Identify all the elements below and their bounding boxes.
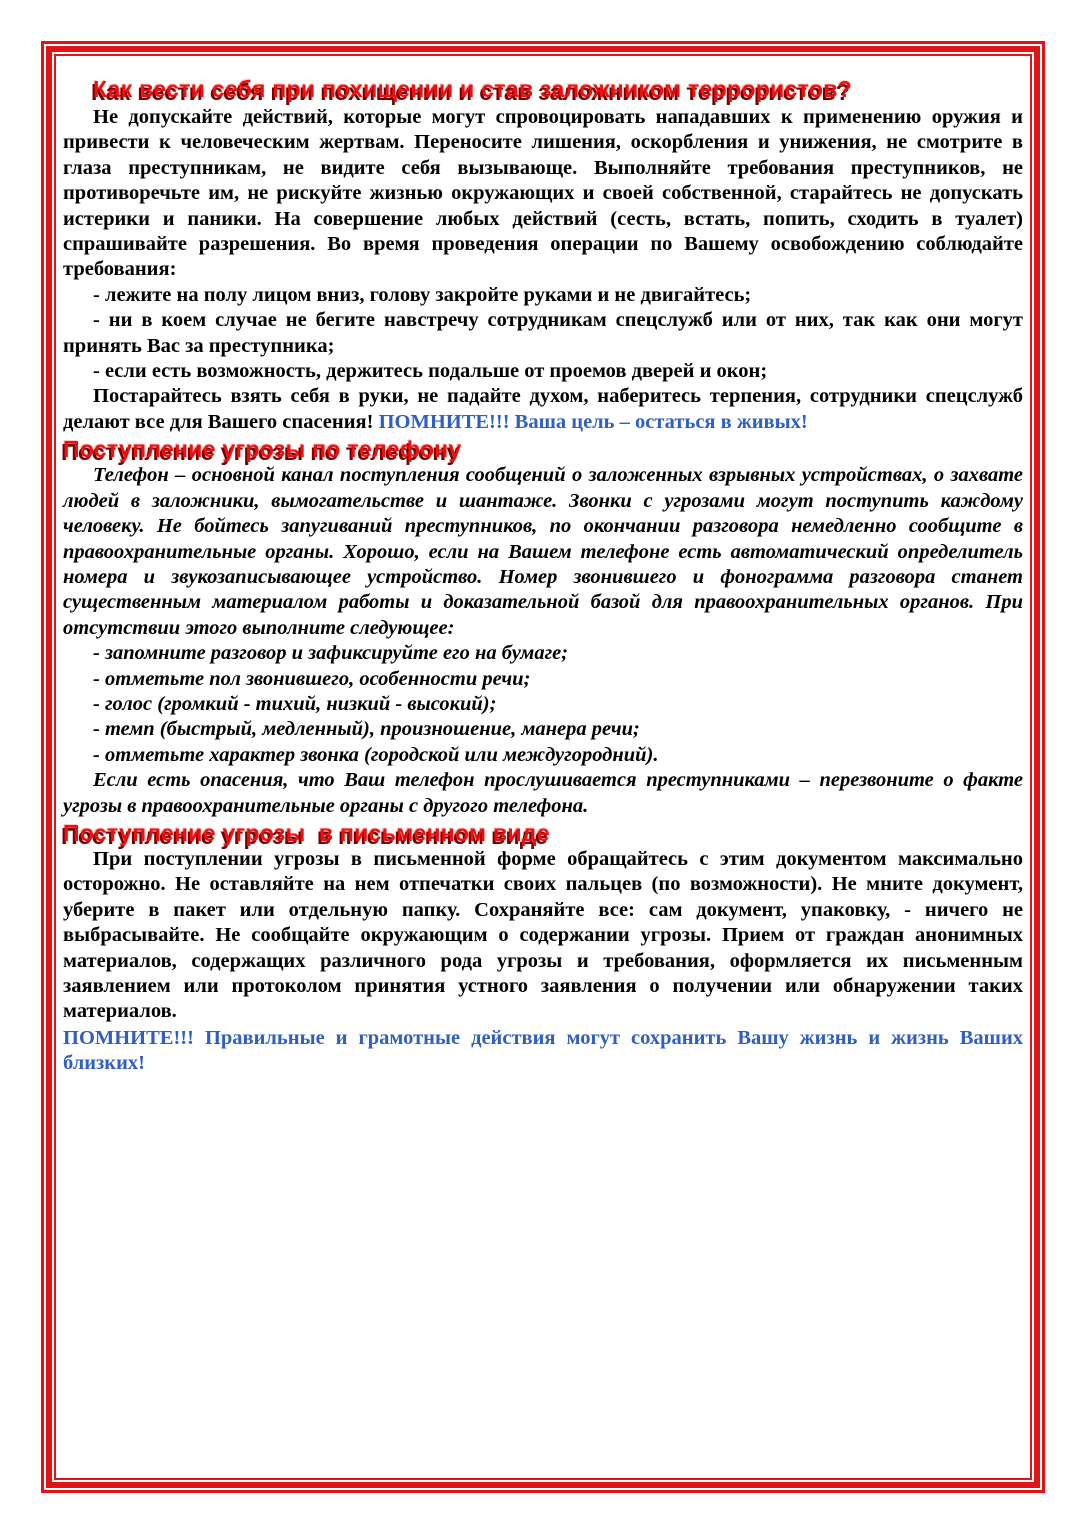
document-body	[54, 54, 1032, 1480]
list-item: - если есть возможность, держитесь подальше от проемов дверей и окон;	[93, 360, 768, 383]
paragraph-hostage-closing	[63, 384, 1023, 435]
hostage-closing-text: Постарайтесь взять себя в руки, не падайте духом, наберитесь терпения, сотрудники спецслужб делают все для Вашего спасения!	[63, 385, 1023, 433]
document-frame-middle	[46, 46, 1040, 1488]
list-item: - отметьте пол звонившего, особенности речи;	[93, 667, 531, 690]
paragraph-phone-threat-intro: Телефон – основной канал поступления сообщений о заложенных взрывных устройствах, о захвате людей в заложники, вымогательстве и шантаже. Звонки с угрозами могут поступить каждому человеку. Не бойтесь запугиваний преступников, по окончании разговора немедленно сообщите в правоохранительные органы. Хорошо, если на Вашем телефоне есть автоматический определитель номера и звукозаписывающее устройство. Номер звонившего и фонограмма разговора станет существенным материалом работы и доказательной базой для правоохранительных органов. При отсутствии этого выполните следующее:	[63, 464, 1023, 639]
heading-written-threat: Поступление угрозы в письменном виде	[63, 819, 550, 846]
list-item: - запомните разговор и зафиксируйте его на бумаге;	[93, 642, 569, 665]
hostage-rules-list	[63, 283, 1023, 385]
paragraph-written-threat: При поступлении угрозы в письменной форме обращайтесь с этим документом максимально осторожно. Не оставляйте на нем отпечатки своих пальцев (по возможности). Не мните документ, уберите в пакет или отдельную папку. Сохраняйте все: сам документ, упаковку, - ничего не выбрасывайте. Не сообщайте окружающим о содержании угрозы. Прием от граждан анонимных материалов, содержащих различного рода угрозы и требования, оформляется их письменным заявлением или протоколом принятия устного заявления о получении или обнаружении таких материалов.	[63, 847, 1023, 1023]
reminder-stay-alive: ПОМНИТЕ!!! Ваша цель – остаться в живых!	[378, 410, 808, 433]
list-item: - отметьте характер звонка (городской или междугородний).	[93, 743, 659, 766]
heading-hostage-behaviour: Как вести себя при похищении и став заложником террористов?	[93, 76, 853, 102]
document-frame-outer	[41, 41, 1045, 1493]
list-item: - темп (быстрый, медленный), произношение, манера речи;	[93, 718, 640, 741]
list-item: - ни в коем случае не бегите навстречу сотрудникам спецслужб или от них, так как они могут принять Вас за преступника;	[63, 309, 1023, 357]
list-item: - лежите на полу лицом вниз, голову закройте руками и не двигайтесь;	[93, 283, 752, 306]
reminder-final: ПОМНИТЕ!!! Правильные и грамотные действия могут сохранить Вашу жизнь и жизнь Ваших близких!	[63, 1026, 1023, 1075]
phone-threat-checklist	[63, 641, 1023, 768]
list-item: - голос (громкий - тихий, низкий - высокий);	[93, 692, 497, 715]
heading-phone-threat: Поступление угрозы по телефону	[63, 436, 462, 463]
paragraph-wiretap-warning: Если есть опасения, что Ваш телефон прослушивается преступниками – перезвоните о факте угрозы в правоохранительные органы с другого телефона.	[63, 769, 1023, 817]
phone-threat-block	[63, 463, 1023, 819]
paragraph-hostage-intro: Не допускайте действий, которые могут спровоцировать нападавших к применению оружия и привести к человеческим жертвам. Переносите лишения, оскорбления и унижения, не смотрите в глаза преступникам, не видите себя вызывающе. Выполняйте требования преступников, не противоречьте им, не рискуйте жизнью окружающих и своей собственной, старайтесь не допускать истерики и паники. На совершение любых действий (сесть, встать, попить, сходить в туалет) спрашивайте разрешения. Во время проведения операции по Вашему освобождению соблюдайте требования:	[63, 106, 1023, 281]
